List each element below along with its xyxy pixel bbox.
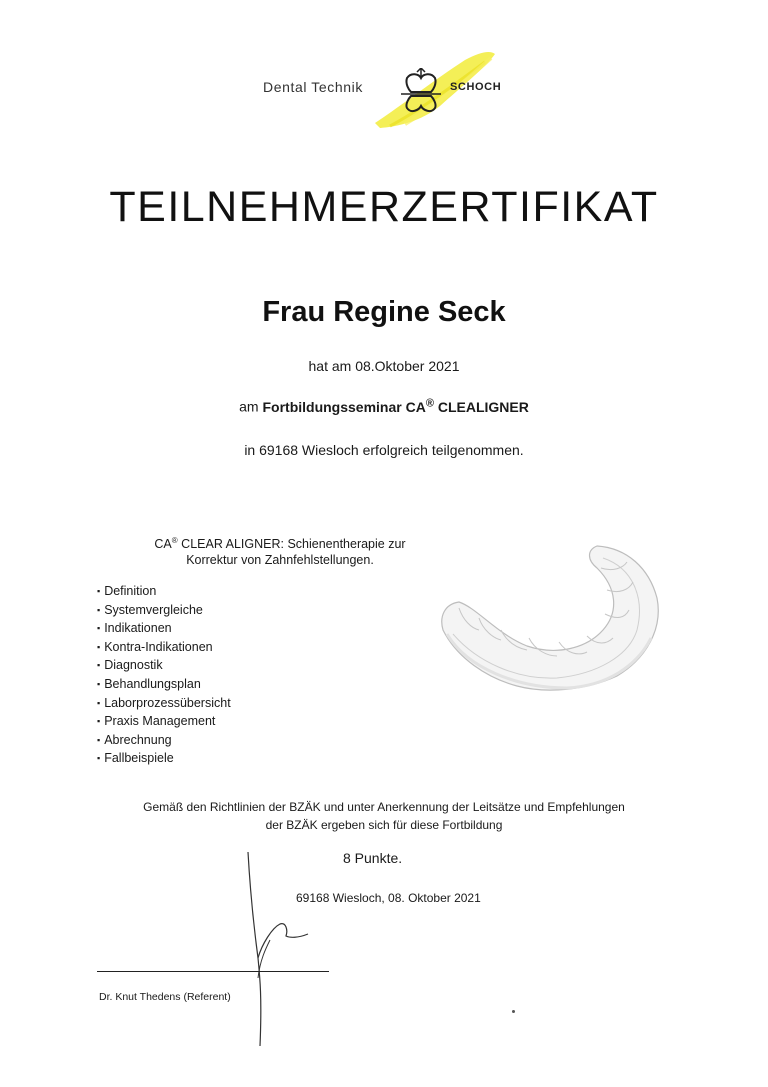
place-and-date: 69168 Wiesloch, 08. Oktober 2021 (296, 891, 481, 905)
seminar-suffix: CLEALIGNER (433, 398, 529, 415)
clear-aligner-image (437, 538, 667, 698)
guideline-line2: der BZÄK ergeben sich für diese Fortbildung (265, 818, 503, 832)
description-line1: CLEAR ALIGNER: Schienentherapie zur (177, 537, 406, 552)
description-line2: Korrektur von Zahnfehlstellungen. (186, 553, 374, 568)
list-item: ▪ Praxis Management (97, 713, 231, 732)
seminar-prefix: am (239, 398, 263, 415)
completion-place: in 69168 Wiesloch erfolgreich teilgenommen. (244, 442, 524, 458)
participant-name: Frau Regine Seck (262, 296, 506, 328)
topic-list (97, 583, 231, 769)
handwritten-signature (240, 848, 320, 1048)
credit-points: 8 Punkte. (343, 850, 403, 866)
guideline-text (0, 798, 768, 834)
seminar-name: Fortbildungsseminar CA (262, 398, 426, 415)
seminar-line (0, 397, 768, 415)
list-item: ▪ Diagnostik (97, 657, 231, 676)
guideline-line1: Gemäß den Richtlinien der BZÄK und unter Anerkennung der Leitsätze und Empfehlungen (143, 800, 625, 814)
list-item: ▪ Definition (97, 583, 231, 602)
list-item: ▪ Behandlungsplan (97, 676, 231, 695)
description-registered-mark: ® (171, 536, 178, 545)
course-description (115, 533, 445, 568)
list-item: ▪ Indikationen (97, 620, 231, 639)
list-item: ▪ Systemvergleiche (97, 602, 231, 621)
description-brand: CA (154, 537, 172, 552)
tooth-icon (397, 68, 445, 116)
logo-text-schoch: SCHOCH (450, 81, 502, 93)
referent-name: Dr. Knut Thedens (Referent) (99, 991, 231, 1003)
list-item: ▪ Laborprozessübersicht (97, 695, 231, 714)
speck (512, 1010, 515, 1013)
signature-line (97, 971, 329, 972)
list-item: ▪ Abrechnung (97, 732, 231, 751)
logo-text-dental-technik: Dental Technik (263, 79, 363, 95)
seminar-registered-mark: ® (425, 397, 434, 409)
certificate-title: TEILNEHMERZERTIFIKAT (109, 183, 659, 231)
list-item: ▪ Fallbeispiele (97, 750, 231, 769)
company-logo (255, 48, 545, 128)
attendance-date: hat am 08.Oktober 2021 (308, 358, 460, 374)
list-item: ▪ Kontra-Indikationen (97, 639, 231, 658)
